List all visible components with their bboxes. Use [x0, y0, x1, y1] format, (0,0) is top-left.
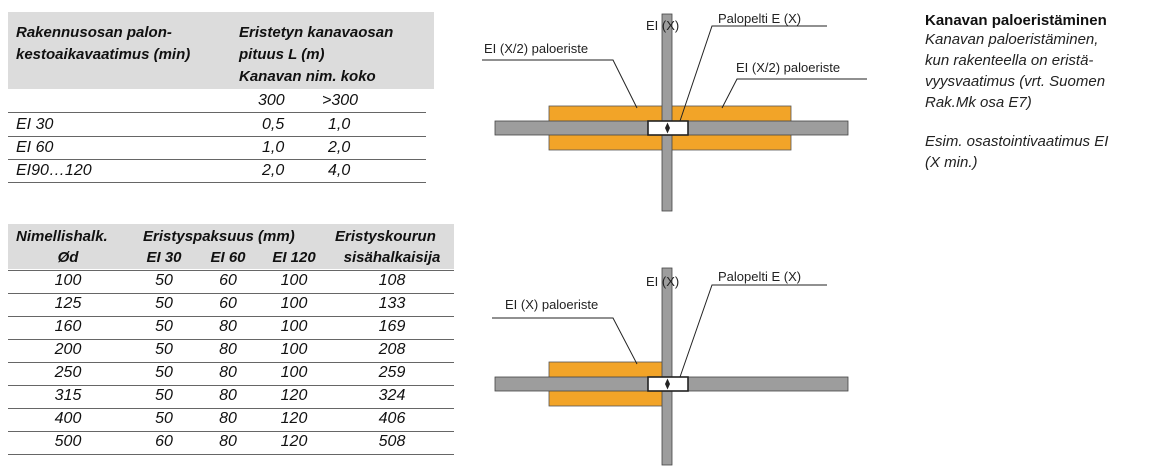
- table2-cell: 80: [219, 341, 237, 358]
- table2-cell: 50: [155, 318, 173, 335]
- table1-row3-v1: 2,0: [262, 162, 285, 179]
- table2-cell: 500: [54, 433, 82, 450]
- table2-cell: 400: [54, 410, 82, 427]
- label-wall-bottom: EI (X): [646, 274, 680, 289]
- table2-cell: 508: [378, 433, 406, 450]
- table1-row3-label: EI90…120: [16, 162, 92, 179]
- label-insulation-bottom: EI (X) paloeriste: [505, 297, 599, 312]
- table1-header-col2-line2: pituus L (m): [239, 46, 325, 63]
- wall-top: [662, 14, 672, 211]
- side-note: [925, 12, 1145, 173]
- leader-insulation-bottom: [492, 318, 637, 364]
- table2-cell: 80: [219, 364, 237, 381]
- table2-header-od: Ød: [57, 249, 79, 266]
- table2-cell: 100: [280, 364, 308, 381]
- table2-cell: 208: [378, 341, 406, 358]
- table2-cell: 60: [155, 433, 173, 450]
- table2-cell: 100: [280, 295, 308, 312]
- table1-header-col2-line1: Eristetyn kanavaosan: [239, 24, 394, 41]
- table2-cell: 60: [219, 272, 237, 289]
- table2-cell: 169: [378, 318, 406, 335]
- diagram-bottom: [492, 268, 848, 465]
- side-note-line: vyysvaatimus (vrt. Suomen: [925, 73, 1106, 90]
- table2-cell: 80: [219, 318, 237, 335]
- table2-cell: 108: [378, 272, 406, 289]
- table1-row2-v1: 1,0: [262, 139, 285, 156]
- label-left-insulation-top: EI (X/2) paloeriste: [484, 41, 589, 56]
- table2-cell: 250: [54, 364, 82, 381]
- table1-row2-label: EI 60: [16, 139, 54, 156]
- label-damper-bottom: Palopelti E (X): [718, 269, 802, 284]
- table1-row2-v2: 2,0: [328, 139, 351, 156]
- leader-left-insulation-top: [482, 60, 637, 108]
- table2-cell: 120: [280, 433, 308, 450]
- table1-header-col2-line3: Kanavan nim. koko: [239, 68, 376, 85]
- side-note-line: Rak.Mk osa E7): [925, 94, 1032, 111]
- table2-cell: 100: [280, 341, 308, 358]
- table1-row1-label: EI 30: [16, 116, 54, 133]
- table1-subheader-300: 300: [258, 92, 285, 109]
- table2-cell: 80: [219, 433, 237, 450]
- table1-subheader-over300: >300: [322, 92, 359, 109]
- table2-cell: 100: [54, 272, 82, 289]
- diagram-top: [482, 11, 867, 211]
- table2-cell: 315: [54, 387, 82, 404]
- table2-cell: 133: [378, 295, 406, 312]
- leader-damper-bottom: [680, 285, 827, 377]
- table2-cell: 200: [54, 341, 82, 358]
- table2-cell: 50: [155, 364, 173, 381]
- side-note-line: (X min.): [925, 154, 978, 171]
- table2-cell: 50: [155, 295, 173, 312]
- table2-cell: 50: [155, 272, 173, 289]
- table2-cell: 50: [155, 341, 173, 358]
- table2-cell: 125: [54, 295, 82, 312]
- wall-bottom: [662, 268, 672, 465]
- table1-row3-v2: 4,0: [328, 162, 351, 179]
- table2-cell: 160: [54, 318, 82, 335]
- table2-cell: 80: [219, 410, 237, 427]
- table2-cell: 406: [378, 410, 406, 427]
- table2-cell: 100: [280, 272, 308, 289]
- table2-cell: 50: [155, 387, 173, 404]
- label-right-insulation-top: EI (X/2) paloeriste: [736, 60, 841, 75]
- side-note-line: Esim. osastointivaatimus EI: [925, 133, 1109, 150]
- table2-header-ei30: EI 30: [146, 249, 182, 266]
- table2-cell: 120: [280, 387, 308, 404]
- table1-header-col1-line1: Rakennusosan palon-: [16, 24, 172, 41]
- table2-cell: 50: [155, 410, 173, 427]
- table1-row1-v1: 0,5: [262, 116, 285, 133]
- table2-cell: 80: [219, 387, 237, 404]
- label-damper-top: Palopelti E (X): [718, 11, 802, 26]
- table2-cell: 60: [219, 295, 237, 312]
- table2-header-nominal: Nimellishalk.: [16, 228, 108, 245]
- table1-header-col1-line2: kestoaikavaatimus (min): [16, 46, 191, 63]
- side-note-title: Kanavan paloeristäminen: [925, 12, 1107, 29]
- table2-header-trough: Eristyskourun: [335, 228, 436, 245]
- table2-header-thickness: Eristyspaksuus (mm): [143, 228, 295, 245]
- table1-row1-v2: 1,0: [328, 116, 351, 133]
- side-note-line: Kanavan paloeristäminen,: [925, 31, 1099, 48]
- table2-cell: 324: [378, 387, 406, 404]
- table2-header-inner-diameter: sisähalkaisija: [343, 249, 441, 266]
- table2-cell: 259: [378, 364, 406, 381]
- table2-header-ei120: EI 120: [272, 249, 316, 266]
- side-note-line: kun rakenteella on eristä-: [925, 52, 1094, 69]
- table2-header-ei60: EI 60: [210, 249, 246, 266]
- label-wall-top: EI (X): [646, 18, 680, 33]
- table2-cell: 100: [280, 318, 308, 335]
- leader-right-insulation-top: [722, 79, 867, 108]
- table2-cell: 120: [280, 410, 308, 427]
